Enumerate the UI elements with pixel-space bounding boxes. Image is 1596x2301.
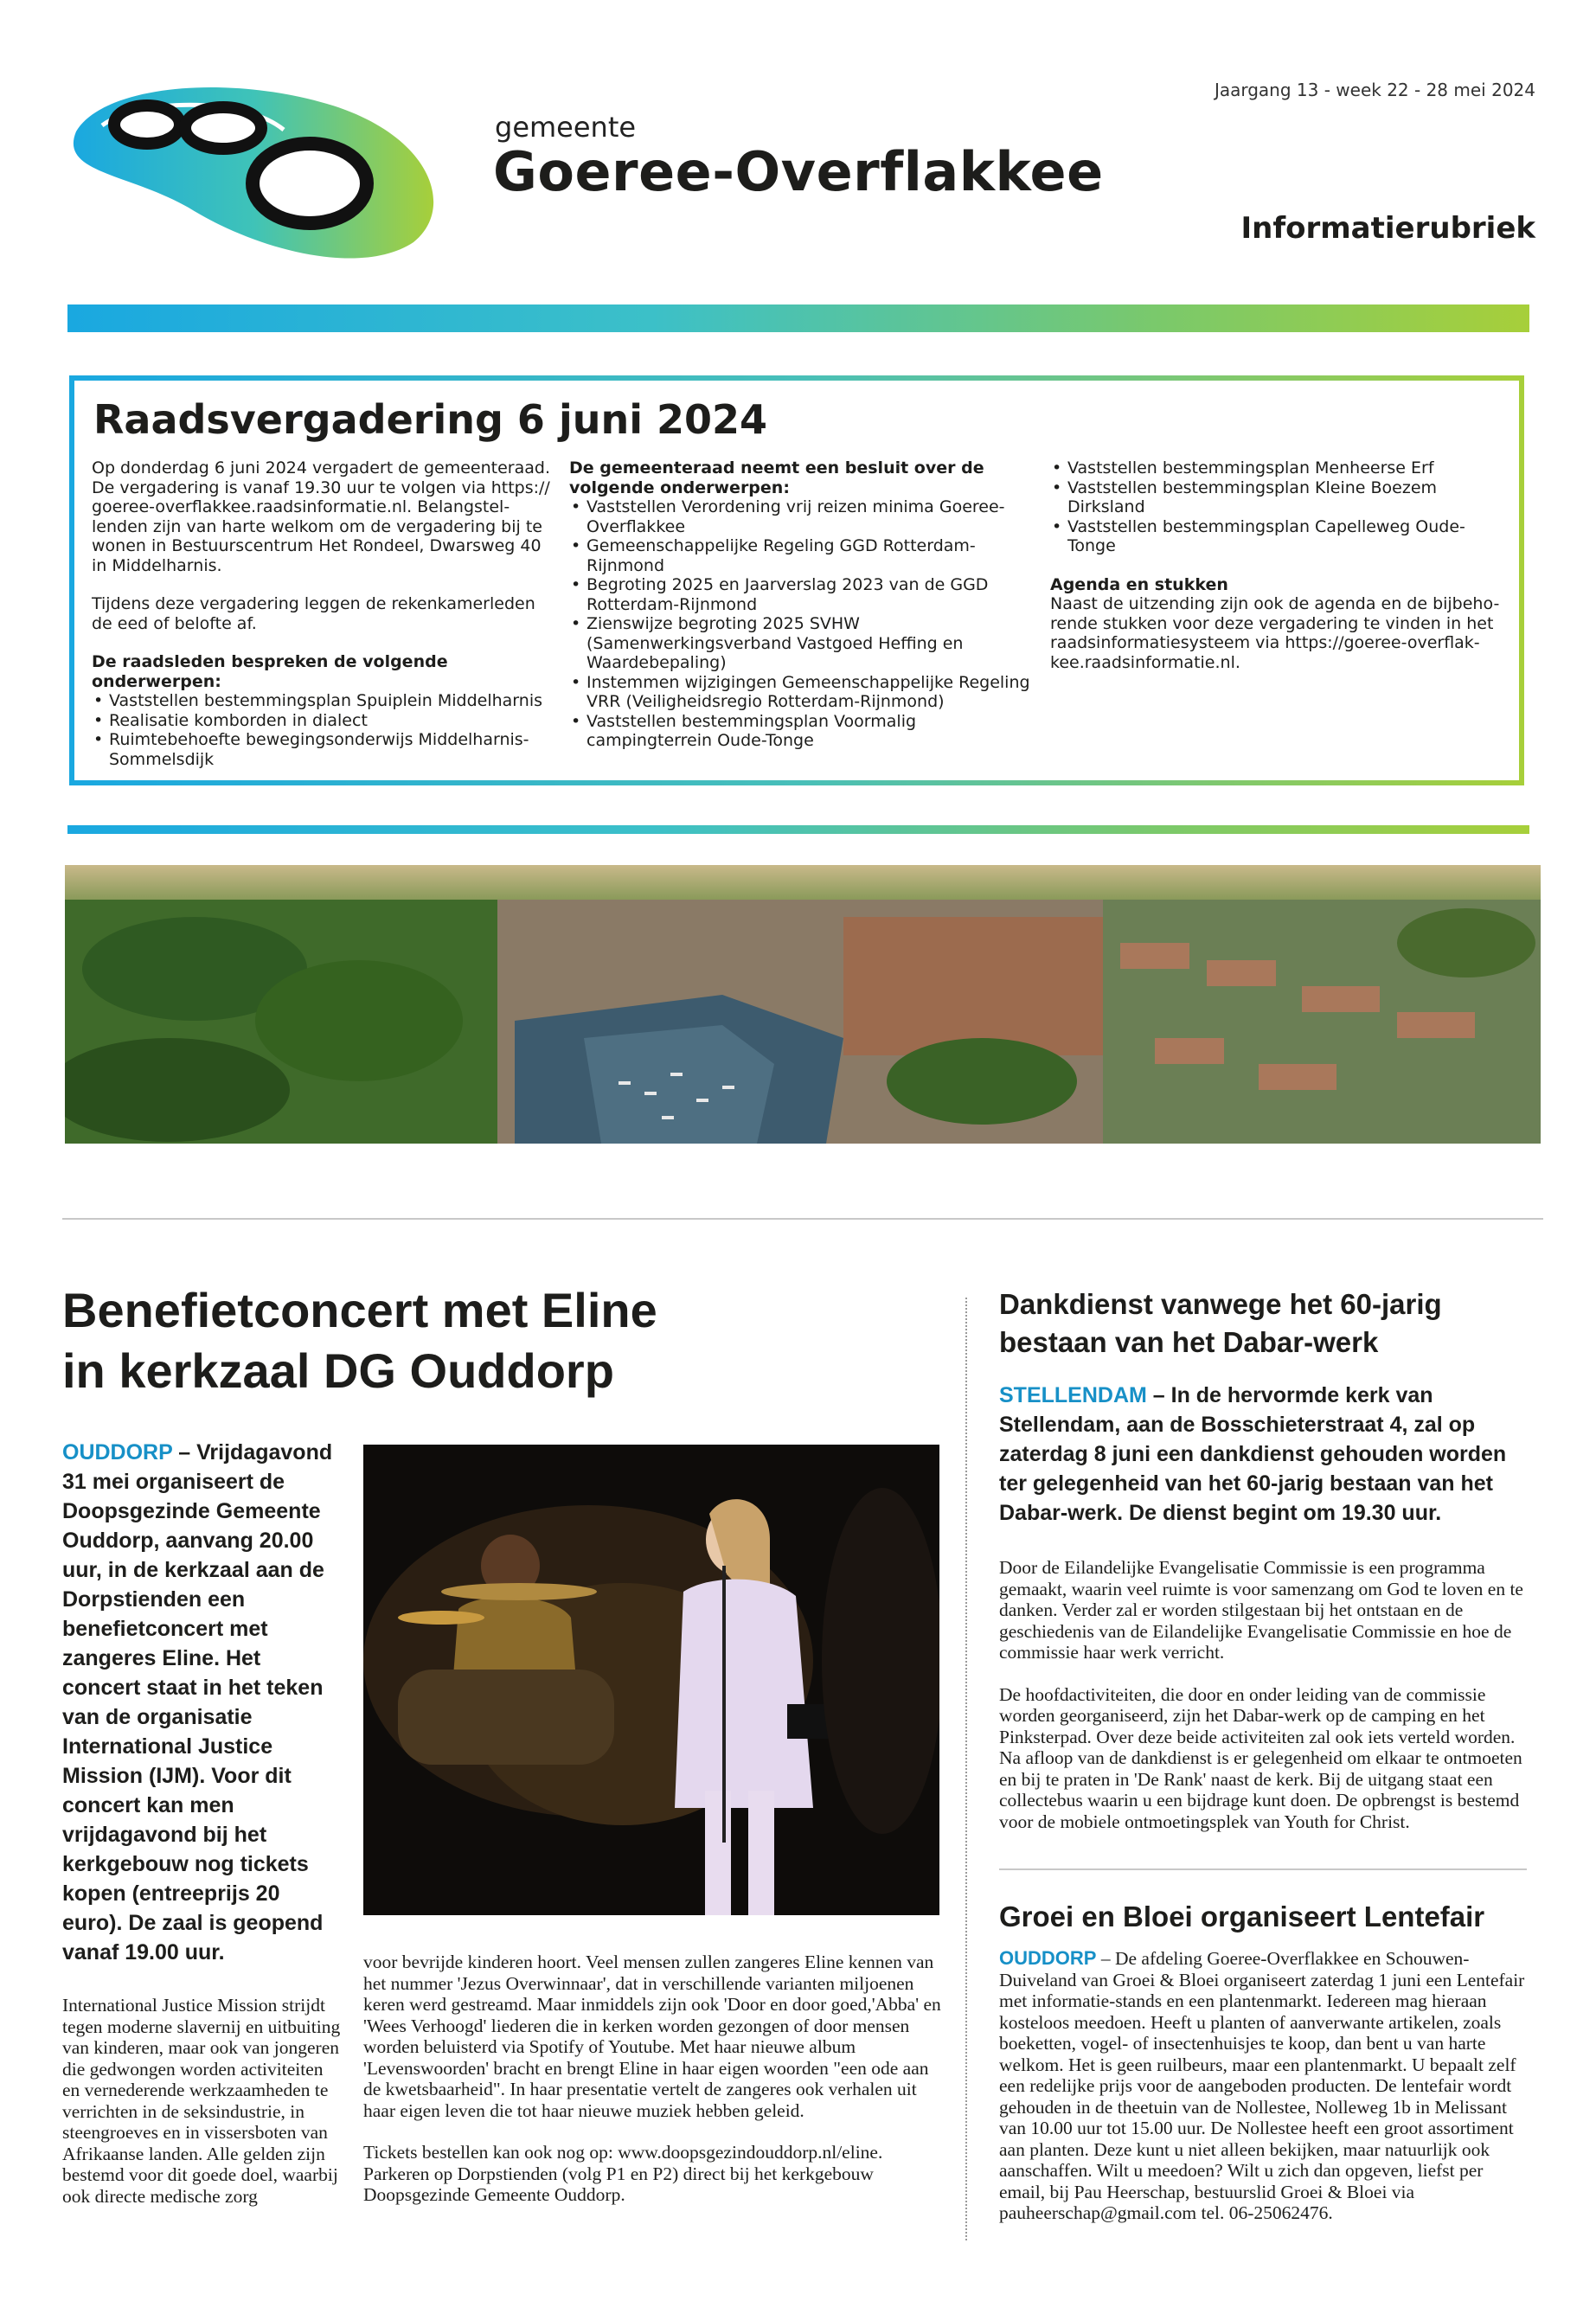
article1-title-line1: Benefietconcert met Eline [62, 1283, 657, 1337]
divider-gradient-bar [67, 825, 1529, 834]
article2-title: Dankdienst vanwege het 60-jarig bestaan van het Dabar-werk [999, 1288, 1442, 1358]
list-item: • Instemmen wijzigingen Gemeenschappelijke Regeling VRR (Veiligheidsregio Rotterdam-Rijnmond) [569, 673, 1036, 712]
article1-body-main [363, 1952, 943, 2227]
list-item: • Vaststellen Verordening vrij reizen minima Goeree-Overflakkee [569, 497, 1036, 536]
article1-title [62, 1280, 936, 1401]
discuss-list [92, 691, 559, 769]
meeting-column-1 [92, 458, 559, 788]
brand-name: Goeree-Overflakkee [493, 140, 1104, 203]
meeting-title: Raadsvergadering 6 juni 2024 [93, 396, 768, 443]
list-item: • Gemeenschappelijke Regeling GGD Rotterdam-Rijnmond [569, 536, 1036, 575]
article2-place: STELLENDAM [999, 1383, 1147, 1407]
article3-body [999, 1948, 1531, 2224]
section-rule [62, 1218, 1543, 1220]
discuss-heading: De raadsleden bespreken de volgende onderwerpen: [92, 652, 448, 691]
list-item: • Vaststellen bestemmingsplan Kleine Boezem Dirksland [1050, 478, 1509, 517]
article3-place: OUDDORP [999, 1947, 1097, 1969]
decide-list [569, 497, 1036, 751]
gemeente-logo [67, 78, 448, 264]
meeting-column-3 [1050, 458, 1509, 691]
article1-lead-text: – Vrijdagavond 31 mei organiseert de Doopsgezinde Gemeente Ouddorp, aanvang 20.00 uur, in de kerkzaal aan de Dorpstienden een benefietconcert met zangeres Eline. Het concert staat in het teken van de organisatie International Justice Mission (IJM). Voor dit concert kan men vrijdagavond bij het kerkgebouw nog tickets kopen (entreeprijs 20 euro). De zaal is geopend vanaf 19.00 uur. [62, 1440, 333, 1965]
article1-lead [62, 1438, 339, 1967]
article1-place: OUDDORP [62, 1440, 173, 1465]
article3-body-text: – De afdeling Goeree-Overflakkee en Schouwen-Duiveland van Groei & Bloei organiseert zaterdag 1 juni een Lentefair met informatie-stands en een plantenmarkt. Iedereen mag hieraan kosteloos meedoen. Heeft u planten of aanverwante artikelen, zoals boeketten, vogel- of insectenhuisjes te koop, dan bent u van harte welkom. Het is geen ruilbeurs, maar een plantenmarkt. U bepaalt zelf een redelijke prijs voor de aangeboden producten. De lentefair wordt gehouden in de theetuin van de Nollestee, Nolleweg 1b in Melissant van 10.00 uur tot 15.00 uur. De Nollestee heeft een groot assortiment aan planten. Deze kunt u niet alleen bekijken, maar natuurlijk ook aanschaffen. Wilt u meedoen? Wilt u zich dan opgeven, liefst per email, bij Pau Heerschap, bestuurslid Groei & Bloei via pauheerschap@gmail.com tel. 06-25062476. [999, 1948, 1525, 2223]
brand-gemeente-label: gemeente [495, 111, 637, 144]
article2-lead-text: – In de hervormde kerk van Stellendam, aan de Bosschieterstraat 4, zal op zaterdag 8 juni een dankdienst gehouden worden ter gelegenheid van het 60-jarig bestaan van het Dabar-werk. De dienst begint om 19.30 uur. [999, 1383, 1507, 1525]
concert-photo [363, 1445, 939, 1915]
article3-title: Groei en Bloei organiseert Lentefair [999, 1900, 1485, 1932]
list-item: • Ruimtebehoefte bewegingsonderwijs Middelharnis-Sommelsdijk [92, 730, 559, 769]
article2-paragraph: Door de Eilandelijke Evangelisatie Commissie is een programma gemaakt, waarin veel ruimte is voor samenzang om God te loven en te danken. Verder zal er worden stilgestaan bij het ontstaan en de geschiedenis van de Eilandelijke Evangelisatie Commissie en hoe de commissie haar werk verricht. [999, 1557, 1523, 1663]
decide-heading: De gemeenteraad neemt een besluit over de volgende onderwerpen: [569, 458, 984, 497]
list-item: • Vaststellen bestemmingsplan Voormalig campingterrein Oude-Tonge [569, 712, 1036, 751]
article1-body-left: International Justice Mission strijdt tegen moderne slavernij en uitbuiting van kinderen, maar ook van jongeren die gedwongen worden activiteiten en vernederende werkzaamheden te verrichten in de seksindustrie, in steengroeves en in vissersboten van Afrikaanse landen. Alle gelden zijn bestemd voor dit goede doel, waarbij ook directe medische zorg [62, 1995, 341, 2207]
decide-list-continued [1050, 458, 1509, 556]
list-item: • Zienswijze begroting 2025 SVHW (Samenwerkingsverband Vastgoed Heffing en Waardebepaling) [569, 614, 1036, 673]
article1-paragraph: voor bevrijde kinderen hoort. Veel mensen zullen zangeres Eline kennen van het nummer 'Jezus Overwinnaar', dat in verschillende varianten miljoenen keren werd gestreamd. Maar inmiddels zijn ook 'Door en door goed,'Abba' en 'Wees Verhoogd' liederen die in kerken worden gezongen of door mensen worden beluisterd via Spotify of Youtube. Met haar nieuwe album 'Levenswoorden' bracht en brengt Eline in haar eigen woorden "een ode aan de kwetsbaarheid". In haar presentatie vertelt de zangeres ook verhalen uit haar eigen leven die tot haar nieuwe muziek hebben geleid. [363, 1952, 941, 2121]
agenda-text: Naast de uitzending zijn ook de agenda en de bijbeho-rende stukken voor deze vergadering te vinden in het raadsinformatiesysteem via https://goeree-overflak-kee.raadsinformatie.nl. [1050, 594, 1500, 672]
column-divider [965, 1298, 967, 2240]
list-item: • Vaststellen bestemmingsplan Capelleweg Oude-Tonge [1050, 517, 1509, 556]
article-rule [999, 1868, 1527, 1870]
article2-body [999, 1557, 1531, 1853]
list-item: • Realisatie komborden in dialect [92, 711, 559, 731]
meeting-column-2 [569, 458, 1036, 770]
section-label: Informatierubriek [1240, 211, 1535, 246]
article2-lead [999, 1381, 1527, 1528]
list-item: • Vaststellen bestemmingsplan Menheerse Erf [1050, 458, 1509, 478]
header-gradient-bar [67, 304, 1529, 332]
meeting-rekenkamer: Tijdens deze vergadering leggen de rekenkamerleden de eed of belofte af. [92, 594, 535, 633]
list-item: • Vaststellen bestemmingsplan Spuiplein Middelharnis [92, 691, 559, 711]
edition-info: Jaargang 13 - week 22 - 28 mei 2024 [1214, 80, 1535, 100]
article1-tickets: Tickets bestellen kan ook nog op: www.doopsgezindouddorp.nl/eline. Parkeren op Dorpstienden (volg P1 en P2) direct bij het kerkgebouw Doopsgezinde Gemeente Ouddorp. [363, 2142, 883, 2205]
list-item: • Begroting 2025 en Jaarverslag 2023 van de GGD Rotterdam-Rijnmond [569, 575, 1036, 614]
aerial-harbor-photo [65, 865, 1541, 1144]
article1-title-line2: in kerkzaal DG Ouddorp [62, 1343, 614, 1398]
article2-paragraph: De hoofdactiviteiten, die door en onder leiding van de commissie worden georganiseerd, zijn het Dabar-werk op de camping en het Pinksterpad. Over deze beide activiteiten zal ook iets verteld worden. Na afloop van de dankdienst is er gelegenheid om elkaar te ontmoeten en bij te praten in 'De Rank' naast de kerk. Bij de uitgang staat een collectebus waarin u een bijdrage kunt doen. De opbrengst is bestemd voor de mobiele ontmoetingsplek van Youth for Christ. [999, 1683, 1522, 1832]
agenda-heading: Agenda en stukken [1050, 574, 1228, 594]
meeting-intro: Op donderdag 6 juni 2024 vergadert de gemeenteraad. De vergadering is vanaf 19.30 uur te volgen via https:// goeree-overflakkee.raadsinformatie.nl. Belangstel-lenden zijn van harte welkom om de vergadering bij te wonen in Bestuurscentrum Het Rondeel, Dwarsweg 40 in Middelharnis. [92, 458, 550, 575]
